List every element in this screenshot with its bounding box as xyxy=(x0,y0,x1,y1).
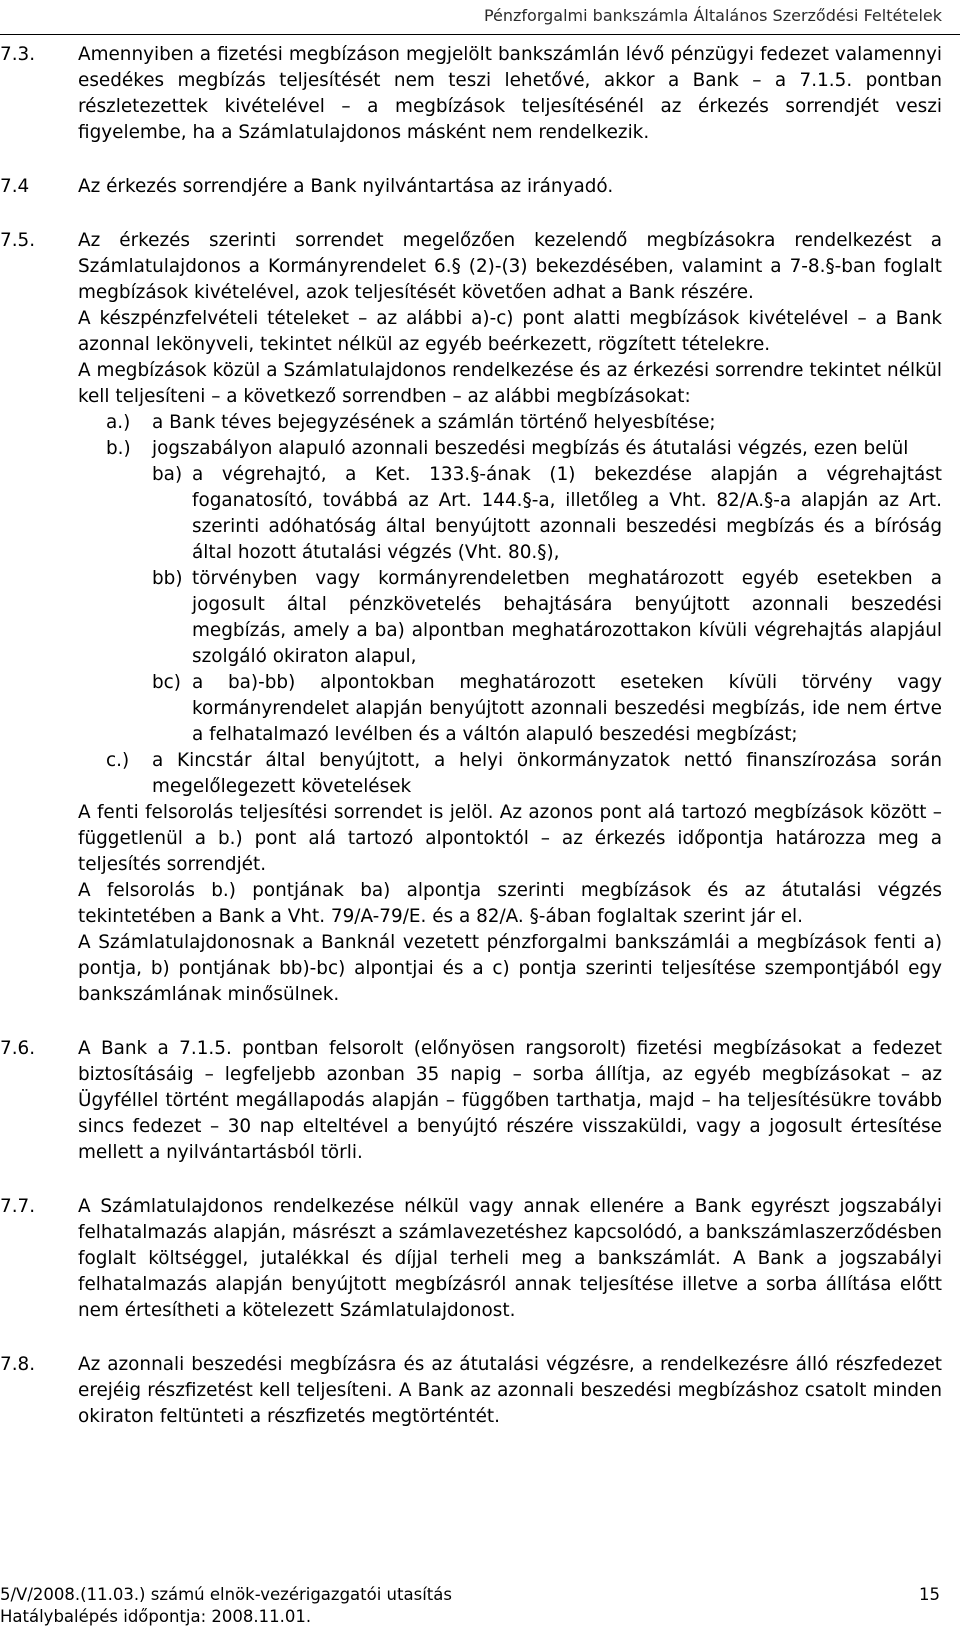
list-text: jogszabályon alapuló azonnali beszedési megbízás és átutalási végzés, ezen belül xyxy=(152,438,909,459)
section-number: 7.3. xyxy=(0,44,36,65)
page-number: 15 xyxy=(919,1585,940,1604)
list-label: b.) xyxy=(106,438,131,459)
paragraph: Az érkezés szerinti sorrendet megelőzően kezelendő megbízásokra rendelkezést a Számlatulajdonos a Kormányrendelet 6.§ (2)-(3) bekezdésében, valamint a 7-8.§-ban foglalt megbízások kivételével, azok teljesítését követően adhat a Bank részére. xyxy=(78,230,942,303)
list-item-c xyxy=(78,748,942,800)
list-label: bc) xyxy=(152,672,181,693)
list-label: c.) xyxy=(106,750,130,771)
section-number: 7.8. xyxy=(0,1354,36,1375)
list-text: törvényben vagy kormányrendeletben meghatározott egyéb esetekben a jogosult által pénzkövetelés behajtására benyújtott azonnali beszedési megbízás, amely a ba) alpontban meghatározottakon kívüli végrehajtás alapjául szolgáló okiraton alapul, xyxy=(192,568,942,667)
section-7-5 xyxy=(0,228,960,1008)
sublist-item-ba xyxy=(78,462,942,566)
section-7-6 xyxy=(0,1036,960,1166)
list-label: ba) xyxy=(152,464,183,485)
list-text: a Kincstár által benyújtott, a helyi önkormányzatok nettó finanszírozása során megelőlegezett követelések xyxy=(152,750,942,797)
list-item-a xyxy=(78,410,942,436)
list-label: a.) xyxy=(106,412,131,433)
document-body xyxy=(0,42,960,1430)
section-text: Az érkezés sorrendjére a Bank nyilvántartása az irányadó. xyxy=(78,176,614,197)
paragraph: A Számlatulajdonosnak a Banknál vezetett pénzforgalmi bankszámlái a megbízások fenti a) pontja, b) pontjának bb)-bc) alpontjai és a c) pontja szerinti teljesítése szempontjából egy bankszámlának minősülnek. xyxy=(78,932,942,1005)
running-header: Pénzforgalmi bankszámla Általános Szerződési Feltételek xyxy=(483,6,942,25)
footer-effective-date: Hatálybalépés időpontja: 2008.11.01. xyxy=(0,1607,312,1626)
list-text: a Bank téves bejegyzésének a számlán történő helyesbítése; xyxy=(152,412,716,433)
paragraph: A felsorolás b.) pontjának ba) alpontja szerinti megbízások és az átutalási végzés tekintetében a Bank a Vht. 79/A-79/E. és a 82/A. §-ában foglaltak szerint jár el. xyxy=(78,880,942,927)
paragraph: A készpénzfelvételi tételeket – az alábbi a)-c) pont alatti megbízások kivételével – a Bank azonnal lekönyveli, tekintet nélkül az egyéb beérkezett, rögzített tételekre. xyxy=(78,308,942,355)
list-text: a ba)-bb) alpontokban meghatározott eseteken kívüli törvény vagy kormányrendelet alapján benyújtott azonnali beszedési megbízás, ide nem értve a felhatalmazó levélben és a váltón alapuló beszedési megbízást; xyxy=(192,672,942,745)
section-text: A Számlatulajdonos rendelkezése nélkül vagy annak ellenére a Bank egyrészt jogszabályi felhatalmazás alapján, másrészt a számlavezetéshez kapcsolódó, a bankszámlaszerződésben foglalt költséggel, jutalékkal és díjjal terheli meg a bankszámlát. A Bank a jogszabályi felhatalmazás alapján benyújtott megbízásról annak teljesítése illetve a sorba állítása előtt nem értesítheti a kötelezett Számlatulajdonost. xyxy=(78,1196,942,1321)
paragraph: A megbízások közül a Számlatulajdonos rendelkezése és az érkezési sorrendre tekintet nélkül kell teljesíteni – a következő sorrendben – az alábbi megbízásokat: xyxy=(78,360,942,407)
paragraph: A fenti felsorolás teljesítési sorrendet is jelöl. Az azonos pont alá tartozó megbízások között – függetlenül a b.) pont alá tartozó alpontoktól – az érkezés időpontja határozza meg a teljesítés sorrendjét. xyxy=(78,802,942,875)
section-7-7 xyxy=(0,1194,960,1324)
section-text: A Bank a 7.1.5. pontban felsorolt (előnyösen rangsorolt) fizetési megbízásokat a fedezet biztosításáig – legfeljebb azonban 35 napig – sorba állítja, az egyéb megbízásokat – az Ügyféllel történt megállapodás alapján – függőben tarthatja, majd – ha teljesítésükre tovább sincs fedezet – 30 nap elteltével a benyújtó részére visszaküldi, vagy a jogosult értesítése mellett a nyilvántartásból törli. xyxy=(78,1038,942,1163)
section-number: 7.7. xyxy=(0,1196,36,1217)
page-footer xyxy=(0,1584,960,1628)
list-text: a végrehajtó, a Ket. 133.§-ának (1) bekezdése alapján a végrehajtást foganatosító, továbbá az Art. 144.§-a, illetőleg a Vht. 82/A.§-a alapján az Art. szerinti adóhatóság által benyújtott azonnali beszedési megbízás és a bíróság által hozott átutalási végzés (Vht. 80.§), xyxy=(192,464,942,563)
section-7-3 xyxy=(0,42,960,146)
section-number: 7.5. xyxy=(0,230,36,251)
sublist-item-bb xyxy=(78,566,942,670)
section-7-8 xyxy=(0,1352,960,1430)
sublist-item-bc xyxy=(78,670,942,748)
section-text: Az azonnali beszedési megbízásra és az átutalási végzésre, a rendelkezésre álló részfedezet erejéig részfizetést kell teljesíteni. A Bank az azonnali beszedési megbízáshoz csatolt minden okiraton feltünteti a részfizetés megtörténtét. xyxy=(78,1354,942,1427)
list-label: bb) xyxy=(152,568,183,589)
footer-directive: 5/V/2008.(11.03.) számú elnök-vezérigazgatói utasítás xyxy=(0,1585,452,1604)
header-rule xyxy=(0,34,960,35)
section-number: 7.4 xyxy=(0,176,30,197)
section-text: Amennyiben a fizetési megbízáson megjelölt bankszámlán lévő pénzügyi fedezet valamennyi esedékes megbízás teljesítését nem teszi lehetővé, akkor a Bank – a 7.1.5. pontban részletezettek kivételével – a megbízások teljesítésénél az érkezés sorrendjét veszi figyelembe, ha a Számlatulajdonos másként nem rendelkezik. xyxy=(78,44,942,143)
list-item-b xyxy=(78,436,942,462)
section-7-4 xyxy=(0,174,960,200)
section-number: 7.6. xyxy=(0,1038,36,1059)
